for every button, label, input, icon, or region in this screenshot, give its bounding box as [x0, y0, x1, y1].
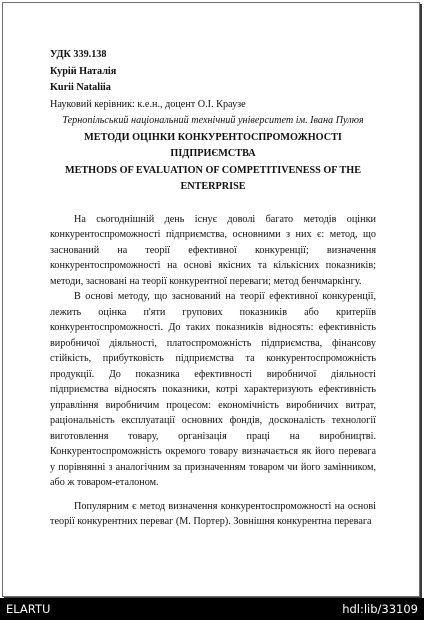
- repository-name: ELARTU: [6, 602, 51, 616]
- spacer: [50, 491, 376, 499]
- affiliation: Тернопільський національний технічний університет ім. Івана Пулюя: [62, 115, 364, 126]
- paragraph-2: В основі методу, що заснований на теорії ефективної конкуренції, лежить оцінка п'яти групових показників або критеріїв конкурентоспроможності. До таких показників відносять: ефективність виробничої діяльності, платоспроможність підприємства, фінансову стійкість, прибутковість підприємства та конкурентоспроможність продукції. До показника ефективності виробничої діяльності підприємства відносять показники, котрі характеризують ефективність управління виробничим процесом: економічність виробничих витрат, раціональність експлуатації основних фондів, досконалість технології виготовлення товару, організація праці на виробництві. Конкурентоспроможність окремого товару визначається як його перевага у порівнянні з аналогічним за призначенням товаром чи його замінником, або ж товаром-еталоном.: [50, 291, 376, 488]
- author-name-ua: Курій Наталія: [50, 65, 117, 77]
- title-ua-line2: ПІДПРИЄМСТВА: [170, 148, 256, 159]
- paragraph-3: Популярним є метод визначення конкурентоспроможності на основі теорії конкурентних переваг (М. Портер). Зовнішня конкурентна перевага: [50, 500, 376, 527]
- paragraph-1: На сьогоднішній день існує доволі багато методів оцінки конкурентоспроможності підприємства, основними з них є: метод, що заснований на теорії ефективної конкуренції; визначення конкурентоспроможності на основі якісних та кількісних показників; методи, засновані на теорії конкурентної переваги; метод бенчмаркінгу.: [50, 213, 376, 287]
- title-en-line1: METHODS OF EVALUATION OF COMPETITIVENESS OF THE: [64, 164, 362, 176]
- spacer: [50, 196, 376, 212]
- repository-footer-bar: [0, 598, 424, 620]
- title-en-line2: ENTERPRISE: [180, 181, 246, 192]
- document-content: [50, 47, 376, 530]
- udc-code: УДК 339.138: [50, 49, 107, 60]
- handle-identifier[interactable]: hdl:lib/33109: [342, 602, 418, 616]
- author-name-en: Kurii Nataliia: [50, 82, 111, 93]
- supervisor-line: Науковий керівник: к.е.н., доцент О.І. Краузе: [50, 98, 246, 110]
- title-ua-line1: МЕТОДИ ОЦІНКИ КОНКУРЕНТОСПРОМОЖНОСТІ: [84, 131, 342, 143]
